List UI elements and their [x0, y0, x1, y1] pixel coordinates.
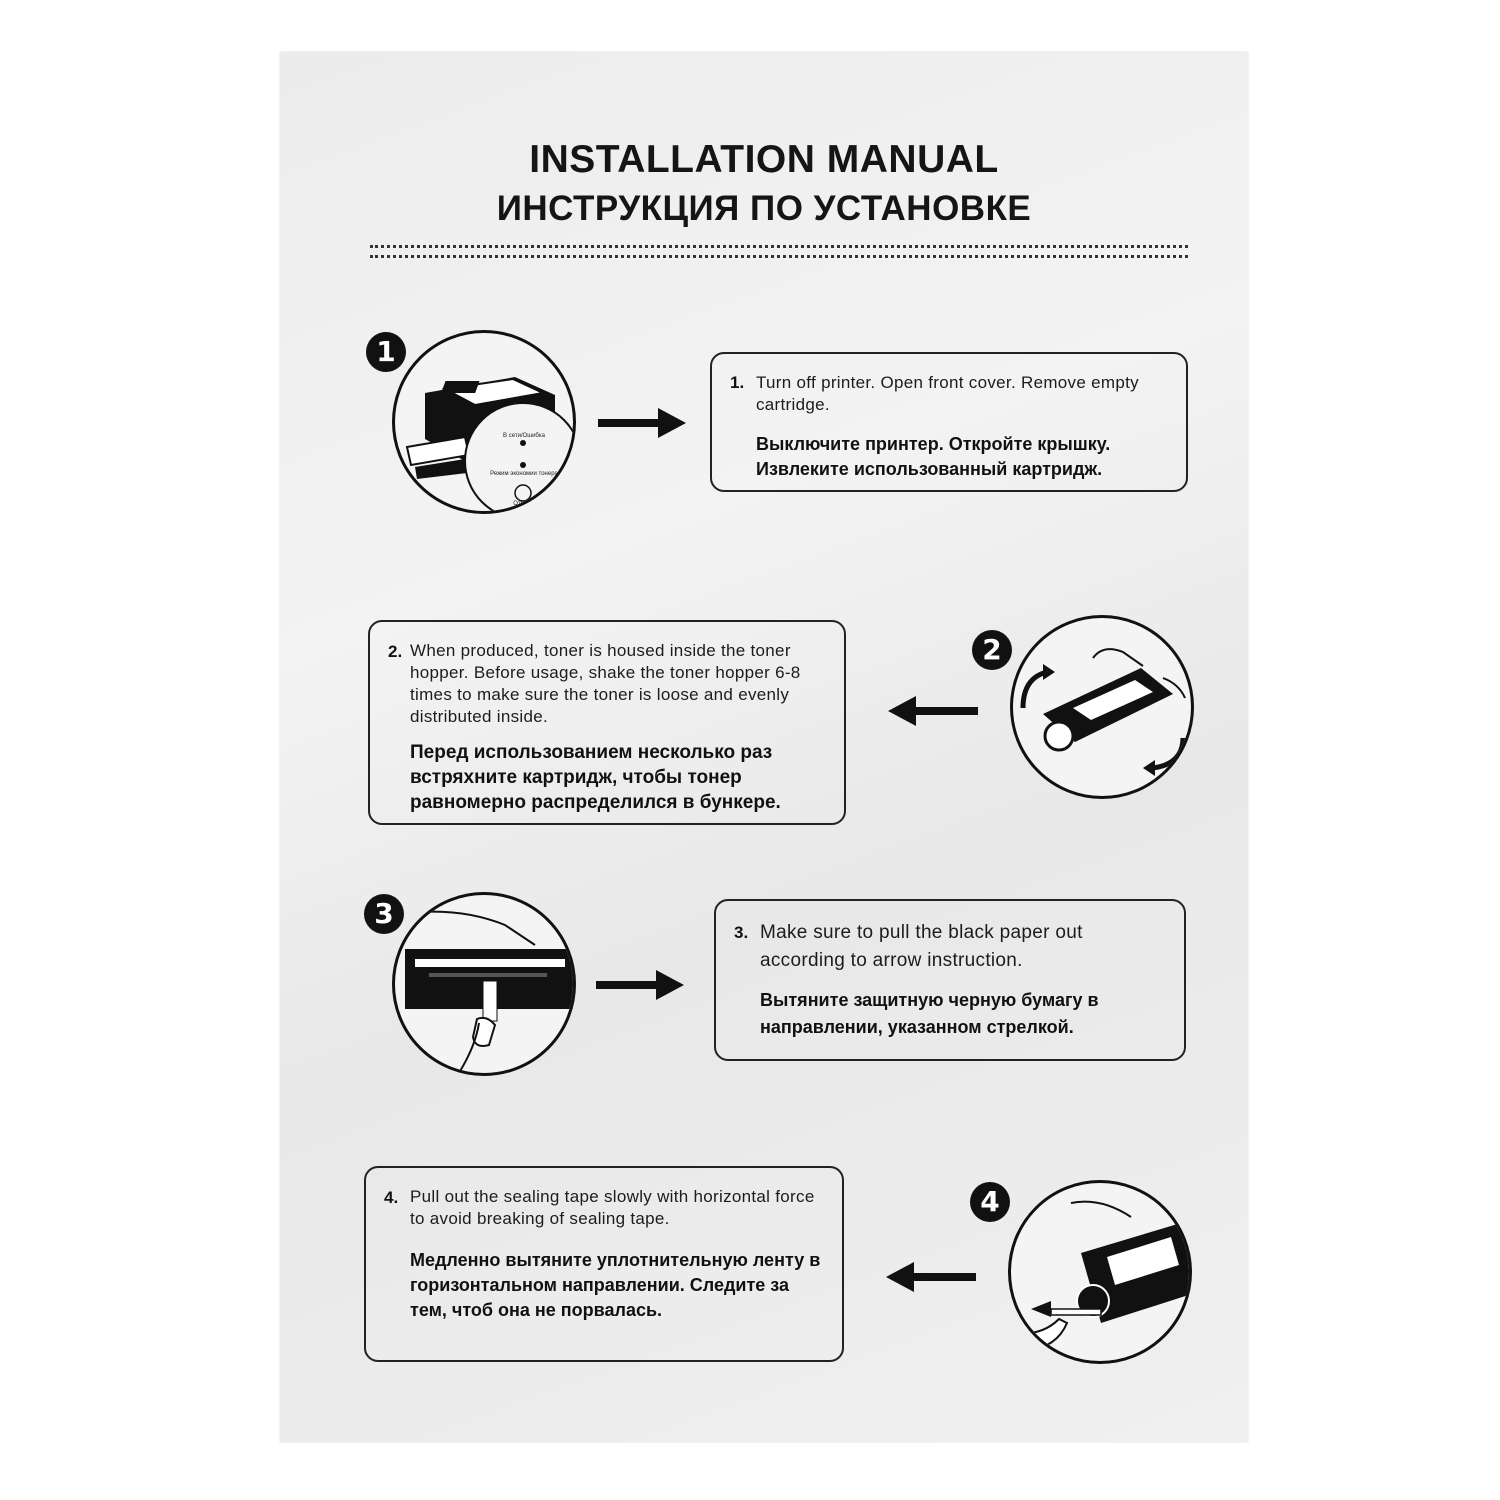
- printer-label-error: В сети/Ошибка: [503, 433, 545, 439]
- arrow-right-icon: [598, 408, 686, 438]
- arrow-left-icon: [886, 1262, 976, 1292]
- manual-sheet: [280, 52, 1248, 1442]
- step-2-text-ru: Перед использованием несколько раз встряхните картридж, чтобы тонер равномерно распределился в бункере.: [410, 742, 781, 813]
- printer-label-eco: Режим экономии тонера: [490, 471, 558, 477]
- step-3-text-en: Make sure to pull the black paper out according to arrow instruction.: [760, 922, 1083, 971]
- step-3-badge: 3: [364, 894, 404, 934]
- step-4-text-en: Pull out the sealing tape slowly with horizontal force to avoid breaking of sealing tape.: [410, 1187, 815, 1228]
- title-russian: ИНСТРУКЦИЯ ПО УСТАНОВКЕ: [496, 189, 1032, 228]
- step-3-box: [714, 899, 1186, 1061]
- step-3-text-ru: Вытяните защитную черную бумагу в направлении, указанном стрелкой.: [760, 990, 1099, 1037]
- step-1-number: 1.: [730, 373, 745, 392]
- step-1-text-en: Turn off printer. Open front cover. Remove empty cartridge.: [756, 373, 1139, 414]
- step-4-number: 4.: [384, 1188, 399, 1207]
- arrow-right-icon: [596, 970, 684, 1000]
- step-1-text-ru: Выключите принтер. Откройте крышку. Извлеките использованный картридж.: [756, 434, 1111, 479]
- step-4-badge: 4: [970, 1182, 1010, 1222]
- dotted-divider-bottom: [370, 255, 1188, 258]
- pull-paper-illustration: [392, 892, 576, 1076]
- title-english: INSTALLATION MANUAL: [529, 138, 999, 181]
- step-4-text-ru: Медленно вытяните уплотнительную ленту в горизонтальном направлении. Следите за тем, чтоб она не порвалась.: [410, 1250, 821, 1320]
- shake-cartridge-illustration: [1010, 615, 1194, 799]
- printer-illustration: [392, 330, 576, 514]
- step-1-box: [710, 352, 1188, 492]
- step-2-box: [368, 620, 846, 825]
- step-2-badge: 2: [972, 630, 1012, 670]
- step-2-text-en: When produced, toner is housed inside the toner hopper. Before usage, shake the toner hopper 6-8 times to make sure the toner is loose and evenly distributed inside.: [410, 641, 801, 726]
- step-4-box: [364, 1166, 844, 1362]
- printer-label-cancel: Отмена: [513, 501, 535, 507]
- step-1-badge: 1: [366, 332, 406, 372]
- arrow-left-icon: [888, 696, 978, 726]
- step-3-number: 3.: [734, 923, 749, 942]
- dotted-divider-top: [370, 245, 1188, 248]
- step-2-number: 2.: [388, 642, 403, 661]
- pull-tape-illustration: [1008, 1180, 1192, 1364]
